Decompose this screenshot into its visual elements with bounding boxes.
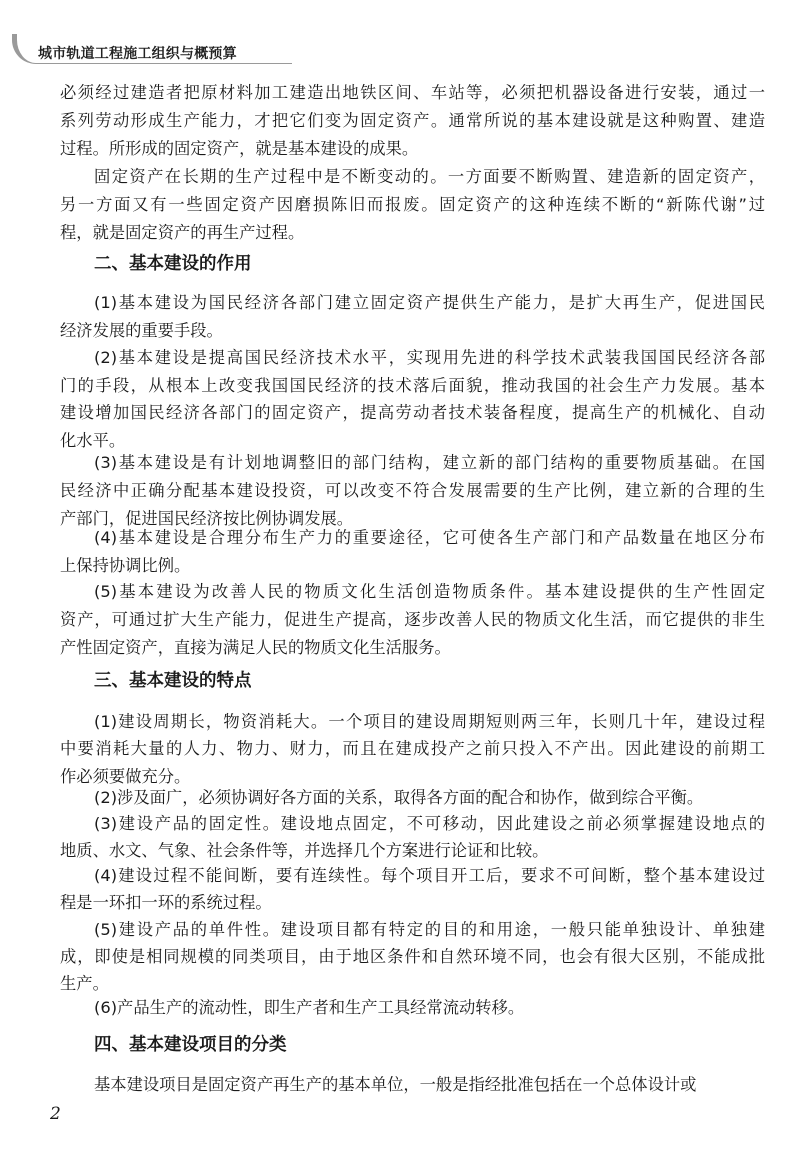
paragraph-line: 作必须要做充分。 <box>60 767 191 786</box>
paragraph-line: (5)建设产品的单件性。建设项目都有特定的目的和用途，一般只能单独设计、单独建 <box>94 920 765 939</box>
paragraph-line: 建设增加国民经济各部门的固定资产，提高劳动者技术装备程度，提高生产的机械化、自动 <box>60 403 765 422</box>
paragraph-line: (3)建设产品的固定性。建设地点固定，不可移动，因此建设之前必须掌握建设地点的 <box>94 814 765 833</box>
paragraph-line: 产性固定资产，直接为满足人民的物质文化生活服务。 <box>60 638 451 657</box>
paragraph-line: 过程。所形成的固定资产，就是基本建设的成果。 <box>60 139 419 158</box>
paragraph-line: 地质、水文、气象、社会条件等，并选择几个方案进行论证和比较。 <box>60 841 549 860</box>
running-title: 城市轨道工程施工组织与概预算 <box>38 46 237 62</box>
paragraph-line: 程是一环扣一环的系统过程。 <box>60 893 272 912</box>
paragraph-line: (3)基本建设是有计划地调整旧的部门结构，建立新的部门结构的重要物质基础。在国 <box>94 453 765 472</box>
paragraph-line: 中要消耗大量的人力、物力、财力，而且在建成投产之前只投入不产出。因此建设的前期工 <box>60 739 765 758</box>
paragraph-line: 另一方面又有一些固定资产因磨损陈旧而报废。固定资产的这种连续不断的“新陈代谢”过 <box>60 195 765 214</box>
paragraph-line: 必须经过建造者把原材料加工建造出地铁区间、车站等，必须把机器设备进行安装，通过一 <box>60 83 765 102</box>
paragraph-line: 生产。 <box>60 974 109 993</box>
paragraph-line: 系列劳动形成生产能力，才把它们变为固定资产。通常所说的基本建设就是这种购置、建造 <box>60 111 765 130</box>
paragraph-line: 上保持协调比例。 <box>60 556 191 575</box>
section-heading: 四、基本建设项目的分类 <box>94 1035 287 1055</box>
paragraph-line: 经济发展的重要手段。 <box>60 321 223 340</box>
paragraph-line: 门的手段，从根本上改变我国国民经济的技术落后面貌，推动我国的社会生产力发展。基本 <box>60 376 765 395</box>
section-heading: 三、基本建设的特点 <box>94 671 252 691</box>
paragraph-line: (4)基本建设是合理分布生产力的重要途径，它可使各生产部门和产品数量在地区分布 <box>94 528 765 547</box>
paragraph-line: 成，即使是相同规模的同类项目，由于地区条件和自然环境不同，也会有很大区别，不能成批 <box>60 947 765 966</box>
paragraph-line: (5)基本建设为改善人民的物质文化生活创造物质条件。基本建设提供的生产性固定 <box>94 582 765 601</box>
paragraph-line: 资产，可通过扩大生产能力，促进生产提高，逐步改善人民的物质文化生活，而它提供的非生 <box>60 610 765 629</box>
paragraph-line: (1)基本建设为国民经济各部门建立固定资产提供生产能力，是扩大再生产，促进国民 <box>94 293 765 312</box>
paragraph-line: 基本建设项目是固定资产再生产的基本单位，一般是指经批准包括在一个总体设计或 <box>94 1075 697 1094</box>
paragraph-line: 化水平。 <box>60 431 126 450</box>
paragraph-line: 产部门，促进国民经济按比例协调发展。 <box>60 509 354 528</box>
paragraph-line: (1)建设周期长，物资消耗大。一个项目的建设周期短则两三年，长则几十年，建设过程 <box>94 712 765 731</box>
paragraph-line: (2)涉及面广，必须协调好各方面的关系，取得各方面的配合和协作，做到综合平衡。 <box>94 788 704 807</box>
paragraph-line: (2)基本建设是提高国民经济技术水平，实现用先进的科学技术武装我国国民经济各部 <box>94 348 765 367</box>
paragraph-line: 程，就是固定资产的再生产过程。 <box>60 223 305 242</box>
paragraph-line: 固定资产在长期的生产过程中是不断变动的。一方面要不断购置、建造新的固定资产， <box>94 167 765 186</box>
paragraph-line: (4)建设过程不能间断，要有连续性。每个项目开工后，要求不可间断，整个基本建设过 <box>94 866 765 885</box>
paragraph-line: 民经济中正确分配基本建设投资，可以改变不符合发展需要的生产比例，建立新的合理的生 <box>60 481 765 500</box>
section-heading: 二、基本建设的作用 <box>94 254 252 274</box>
page-number: 2 <box>50 1104 61 1124</box>
paragraph-line: (6)产品生产的流动性，即生产者和生产工具经常流动转移。 <box>94 998 525 1017</box>
